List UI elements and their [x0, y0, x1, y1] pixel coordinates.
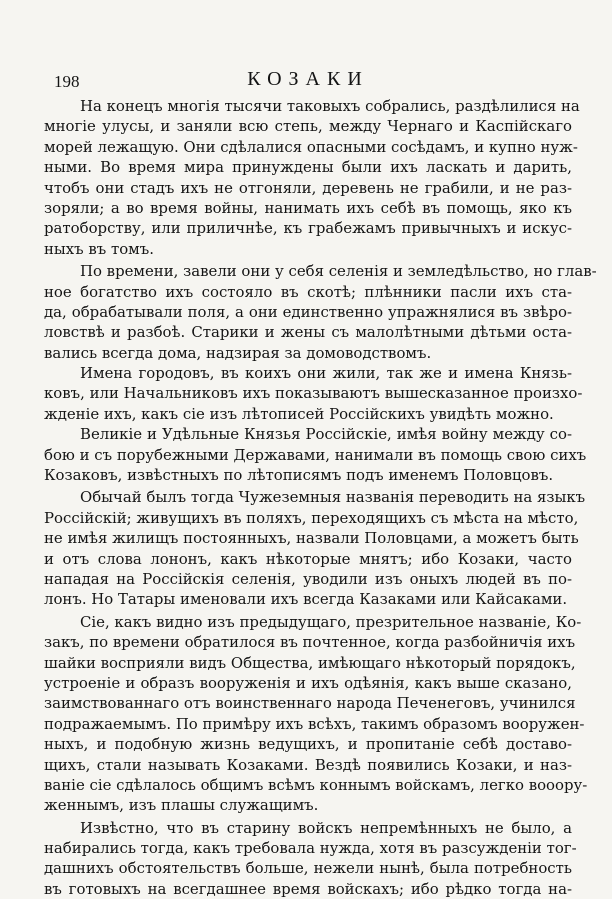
text-line: бою и съ порубежными Державами, нанимали въ помощь свою сихъ	[44, 445, 587, 464]
text-line: ковъ, или Начальниковъ ихъ показываютъ вышесказанное произхо-	[44, 384, 583, 403]
text-line: Великіе и Удѣльные Князья Россійскіе, имѣя войну между со-	[80, 425, 572, 444]
text-line: зоряли; а во время войны, нанимать ихъ себѣ въ помощь, яко къ	[44, 198, 572, 217]
text-line: шайки восприяли видъ Общества, имѣющаго нѣкоторый порядокъ,	[44, 653, 576, 672]
text-line: На конецъ многія тысячи таковыхъ собрались, раздѣлилися на	[80, 97, 580, 115]
text-line: чтобъ они стадъ ихъ не отгоняли, деревень не грабили, и не раз-	[44, 178, 572, 197]
page-number: 198	[54, 72, 80, 91]
paragraph	[44, 96, 580, 259]
text-line: Обычай былъ тогда Чужеземныя названія переводить на языкъ	[80, 488, 586, 507]
text-line: жденіе ихъ, какъ сіе изъ лѣтописей Россійскихъ увидѣть можно.	[44, 404, 554, 423]
text-line: нападая на Россійскія селенія, уводили изъ оныхъ людей въ по-	[44, 569, 572, 588]
text-line: въ готовыхъ на всегдашнее время войскахъ; ибо рѣдко тогда на-	[44, 879, 572, 898]
text-line: Сіе, какъ видно изъ предыдущаго, презрительное названіе, Ко-	[80, 612, 582, 631]
text-line: Россійскій; живущихъ въ поляхъ, переходящихъ съ мѣста на мѣсто,	[44, 508, 579, 527]
text-line: дашнихъ обстоятельствъ больше, нежели нынѣ, была потребность	[44, 859, 572, 878]
text-line: Извѣстно, что въ старину войскъ непремѣнныхъ не было, а	[80, 818, 572, 837]
text-line: вались всегда дома, надзирая за домоводствомъ.	[44, 343, 432, 362]
text-line: да, обрабатывали поля, а они единственно упражнялися въ звѣро-	[44, 302, 572, 321]
text-line: подражаемымъ. По примѣру ихъ всѣхъ, такимъ образомъ вооружен-	[44, 714, 585, 733]
text-line: лонъ. Но Татары именовали ихъ всегда Казаками или Кайсаками.	[44, 590, 568, 609]
text-line: заимствованнаго отъ воинственнаго народа Печенеговъ, учинился	[44, 694, 576, 713]
paragraph	[44, 612, 588, 816]
text-line: и отъ слова лононъ, какъ нѣкоторые мнятъ; ибо Козаки, часто	[44, 549, 572, 568]
text-line: ваніе сіе сдѣлалось общимъ всѣмъ коннымъ войскамъ, легко вооору-	[44, 775, 588, 794]
text-line: ныхъ, и подобную жизнь ведущихъ, и пропитаніе себѣ доставо-	[44, 735, 572, 754]
text-line: устроеніе и образъ вооруженія и ихъ одѣянія, какъ выше сказано,	[44, 673, 572, 692]
text-line: ловствѣ и разбоѣ. Старики и жены съ малолѣтными дѣтьми оста-	[44, 323, 572, 342]
text-line: Имена городовъ, въ коихъ они жили, так же и имена Князь-	[80, 364, 572, 383]
paragraph	[44, 424, 587, 485]
running-title: КОЗАКИ	[247, 68, 369, 90]
text-line: закъ, по времени обратилося въ почтенное, когда разбойничія ихъ	[44, 633, 576, 652]
text-line: Козаковъ, извѣстныхъ по лѣтописямъ подъ именемъ Половцовъ.	[44, 466, 554, 485]
text-line: набирались тогда, какъ требовала нужда, хотя въ разсужденіи тог-	[44, 839, 577, 858]
text-line: не имѣя жилищъ постоянныхъ, назвали Половцами, а можетъ быть	[44, 529, 579, 548]
text-line: ное богатство ихъ состояло въ скотѣ; плѣнники пасли ихъ ста-	[44, 282, 572, 301]
paragraph	[44, 363, 583, 424]
text-line: морей лежащую. Они сдѣлалися опасными сосѣдамъ, и купно нуж-	[44, 137, 578, 156]
text-line: многіе улусы, и заняли всю степь, между Чернаго и Каспійскаго	[44, 117, 572, 136]
text-line: ными. Во время мира принуждены были ихъ ласкать и дарить,	[44, 158, 572, 177]
text-line: По времени, завели они у себя селенія и земледѣльство, но глав-	[80, 262, 597, 281]
text-line: женнымъ, изъ плашы служащимъ.	[44, 796, 319, 815]
paragraph	[44, 261, 597, 363]
paragraph	[44, 487, 586, 609]
body-text	[44, 96, 597, 899]
page-header	[44, 58, 572, 94]
text-line: ныхъ въ томъ.	[44, 239, 154, 258]
text-line: ратоборству, или приличнѣе, къ грабежамъ привычныхъ и искус-	[44, 219, 572, 238]
paragraph	[44, 818, 577, 899]
text-line: щихъ, стали называть Козаками. Вездѣ появились Козаки, и наз-	[44, 755, 572, 774]
